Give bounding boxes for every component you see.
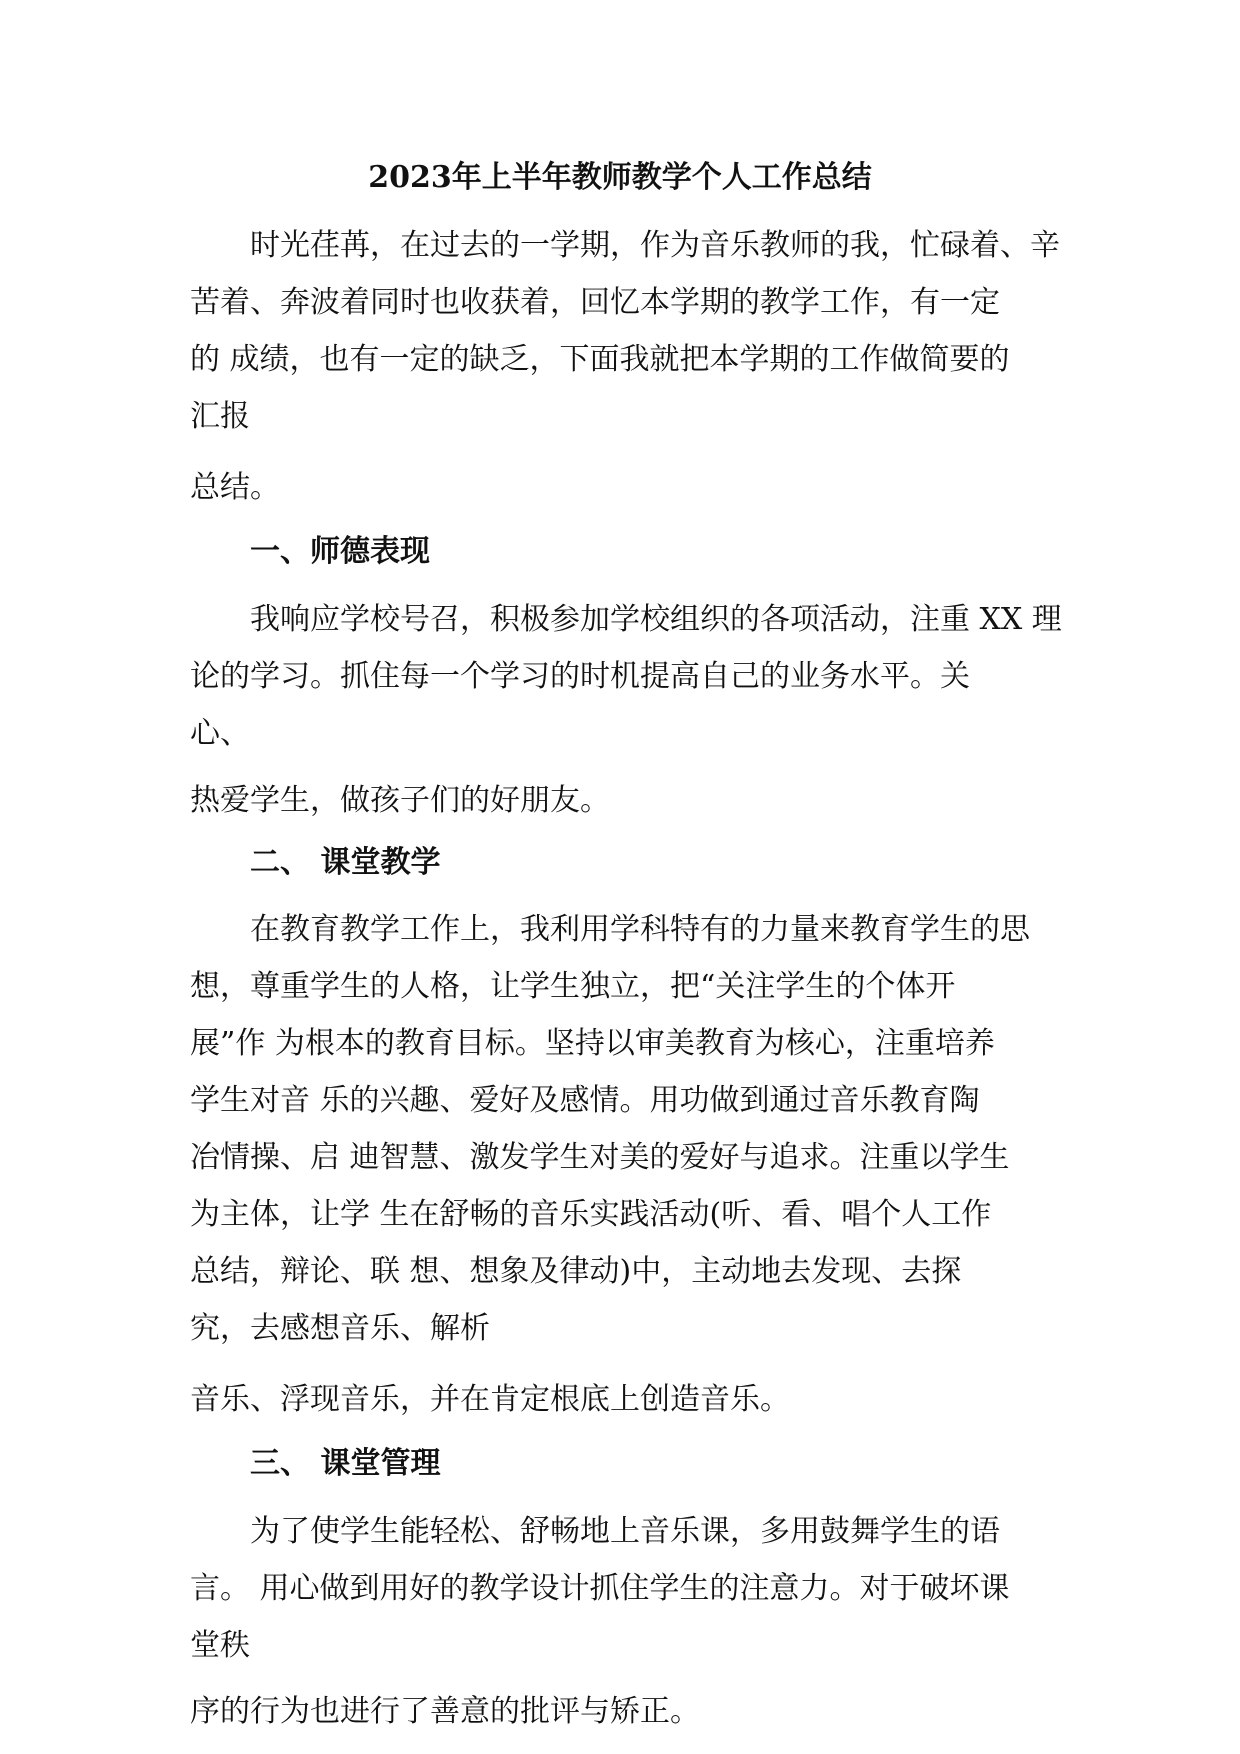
section-heading-ethics: 一、师德表现	[250, 534, 430, 569]
intro-line: 总结。	[190, 470, 280, 505]
intro-line: 苦着、奔波着同时也收获着，回忆本学期的教学工作，有一定	[190, 285, 1000, 320]
paragraph-line: 为了使学生能轻松、舒畅地上音乐课，多用鼓舞学生的语	[250, 1514, 1000, 1549]
paragraph-line: 究，去感想音乐、解析	[190, 1311, 490, 1346]
paragraph-line: 为主体，让学 生在舒畅的音乐实践活动(听、看、唱个人工作	[190, 1197, 992, 1232]
paragraph-line: 我响应学校号召，积极参加学校组织的各项活动，注重 XX 理	[250, 602, 1062, 637]
paragraph-line: 论的学习。抓住每一个学习的时机提高自己的业务水平。关	[190, 659, 970, 694]
paragraph-line: 展”作 为根本的教育目标。坚持以审美教育为核心，注重培养	[190, 1026, 995, 1061]
intro-line: 时光荏苒，在过去的一学期，作为音乐教师的我，忙碌着、辛	[250, 228, 1060, 263]
paragraph-line: 音乐、浮现音乐，并在肯定根底上创造音乐。	[190, 1382, 790, 1417]
paragraph-line: 心、	[190, 716, 250, 751]
paragraph-line: 堂秩	[190, 1628, 250, 1663]
paragraph-line: 总结，辩论、联 想、想象及律动)中，主动地去发现、去探	[190, 1254, 962, 1289]
intro-line: 汇报	[190, 399, 250, 434]
paragraph-line: 热爱学生，做孩子们的好朋友。	[190, 783, 610, 818]
document-title: 2023年上半年教师教学个人工作总结	[368, 160, 872, 195]
paragraph-line: 言。 用心做到用好的教学设计抓住学生的注意力。对于破坏课	[190, 1571, 1010, 1606]
section-heading-classroom-teaching: 二、 课堂教学	[250, 845, 441, 880]
section-heading-classroom-management: 三、 课堂管理	[250, 1446, 441, 1481]
intro-line: 的 成绩，也有一定的缺乏，下面我就把本学期的工作做简要的	[190, 342, 1010, 377]
paragraph-line: 学生对音 乐的兴趣、爱好及感情。用功做到通过音乐教育陶	[190, 1083, 980, 1118]
paragraph-line: 冶情操、启 迪智慧、激发学生对美的爱好与追求。注重以学生	[190, 1140, 1010, 1175]
paragraph-line: 序的行为也进行了善意的批评与矫正。	[190, 1694, 700, 1729]
paragraph-line: 在教育教学工作上，我利用学科特有的力量来教育学生的思	[250, 912, 1030, 947]
paragraph-line: 想，尊重学生的人格，让学生独立，把“关注学生的个体开	[190, 969, 956, 1004]
